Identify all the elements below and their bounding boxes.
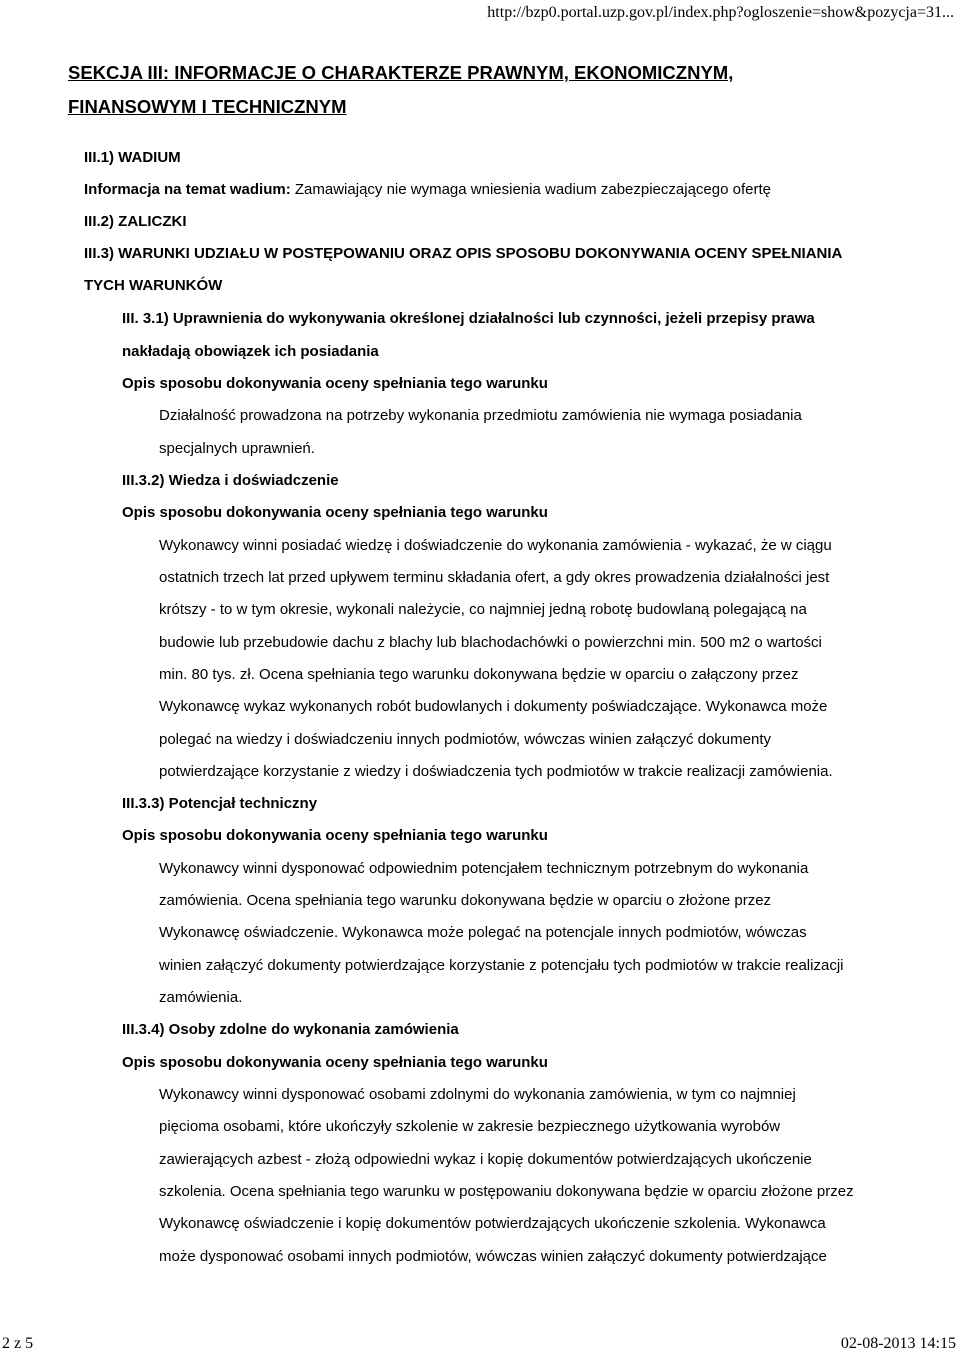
wiedza-line: budowie lub przebudowie dachu z blachy lub blachodachówki o powierzchni min. 500 m2 o wartości [159, 634, 822, 651]
wadium-info-text: Zamawiający nie wymaga wniesienia wadium zabezpieczającego ofertę [290, 181, 771, 198]
uprawnienia-line: specjalnych uprawnień. [159, 440, 315, 457]
print-datetime: 02-08-2013 14:15 [840, 1335, 956, 1352]
wiedza-line: potwierdzające korzystanie z wiedzy i doświadczenia tych podmiotów w trakcie realizacji zamówienia. [159, 763, 833, 780]
wiedza-line: polegać na wiedzy i doświadczeniu innych podmiotów, wówczas winien załączyć dokumenty [159, 731, 771, 748]
osoby-line: szkolenia. Ocena spełniania tego warunku w postępowaniu dokonywana będzie w oparciu złożone przez [159, 1183, 854, 1200]
wiedza-line: Wykonawcy winni posiadać wiedzę i doświadczenie do wykonania zamówienia - wykazać, że w ciągu [159, 537, 832, 554]
potencjal-opis-label: Opis sposobu dokonywania oceny spełniania tego warunku [122, 827, 548, 844]
wiedza-line: Wykonawcę wykaz wykonanych robót budowlanych i dokumenty poświadczające. Wykonawca może [159, 698, 828, 715]
osoby-line: pięcioma osobami, które ukończyły szkolenie w zakresie bezpiecznego użytkowania wyrobów [159, 1118, 781, 1135]
uprawnienia-line: Działalność prowadzona na potrzeby wykonania przedmiotu zamówienia nie wymaga posiadania [159, 407, 802, 424]
wiedza-line: ostatnich trzech lat przed upływem terminu składania ofert, a gdy okres prowadzenia działalności jest [159, 569, 830, 586]
page-number: 2 z 5 [2, 1335, 34, 1352]
potencjal-line: Wykonawcę oświadczenie. Wykonawca może polegać na potencjale innych podmiotów, wówczas [159, 924, 807, 941]
wiedza-heading: III.3.2) Wiedza i doświadczenie [122, 472, 339, 489]
wadium-heading: III.1) WADIUM [84, 149, 181, 166]
section-title-line1: SEKCJA III: INFORMACJE O CHARAKTERZE PRAWNYM, EKONOMICZNYM, [68, 62, 734, 83]
wiedza-line: krótszy - to w tym okresie, wykonali należycie, co najmniej jedną robotę budowlaną polegającą na [159, 601, 807, 618]
wadium-info-label: Informacja na temat wadium: [84, 181, 291, 198]
wiedza-line: min. 80 tys. zł. Ocena spełniania tego warunku dokonywana będzie w oparciu o załączony przez [159, 666, 799, 683]
osoby-line: Wykonawcy winni dysponować osobami zdolnymi do wykonania zamówienia, w tym co najmniej [159, 1086, 796, 1103]
zaliczki-heading: III.2) ZALICZKI [84, 213, 187, 230]
potencjal-heading: III.3.3) Potencjał techniczny [122, 795, 318, 812]
wadium-info [84, 181, 771, 198]
osoby-line: może dysponować osobami innych podmiotów, wówczas winien załączyć dokumenty potwierdzające [159, 1248, 827, 1265]
wiedza-opis-label: Opis sposobu dokonywania oceny spełniania tego warunku [122, 504, 548, 521]
potencjal-line: zamówienia. [159, 989, 243, 1006]
uprawnienia-heading-line1: III. 3.1) Uprawnienia do wykonywania określonej działalności lub czynności, jeżeli przepisy prawa [122, 310, 815, 327]
uprawnienia-heading-line2: nakładają obowiązek ich posiadania [122, 343, 379, 360]
potencjal-line: winien załączyć dokumenty potwierdzające korzystanie z potencjału tych podmiotów w trakcie realizacji [159, 957, 844, 974]
osoby-heading: III.3.4) Osoby zdolne do wykonania zamówienia [122, 1021, 459, 1038]
potencjal-line: Wykonawcy winni dysponować odpowiednim potencjałem technicznym potrzebnym do wykonania [159, 860, 809, 877]
warunki-heading-line2: TYCH WARUNKÓW [84, 277, 223, 294]
page-url: http://bzp0.portal.uzp.gov.pl/index.php?ogloszenie=show&pozycja=31... [487, 4, 954, 21]
potencjal-line: zamówienia. Ocena spełniania tego warunku dokonywana będzie w oparciu o złożone przez [159, 892, 772, 909]
section-title-line2: FINANSOWYM I TECHNICZNYM [68, 96, 347, 117]
osoby-line: Wykonawcę oświadczenie i kopię dokumentów potwierdzających ukończenie szkolenia. Wykonawca [159, 1215, 826, 1232]
osoby-line: zawierających azbest - złożą odpowiedni wykaz i kopię dokumentów potwierdzających ukończenie [159, 1151, 812, 1168]
uprawnienia-opis-label: Opis sposobu dokonywania oceny spełniania tego warunku [122, 375, 548, 392]
osoby-opis-label: Opis sposobu dokonywania oceny spełniania tego warunku [122, 1054, 548, 1071]
warunki-heading-line1: III.3) WARUNKI UDZIAŁU W POSTĘPOWANIU ORAZ OPIS SPOSOBU DOKONYWANIA OCENY SPEŁNIANIA [84, 245, 843, 262]
